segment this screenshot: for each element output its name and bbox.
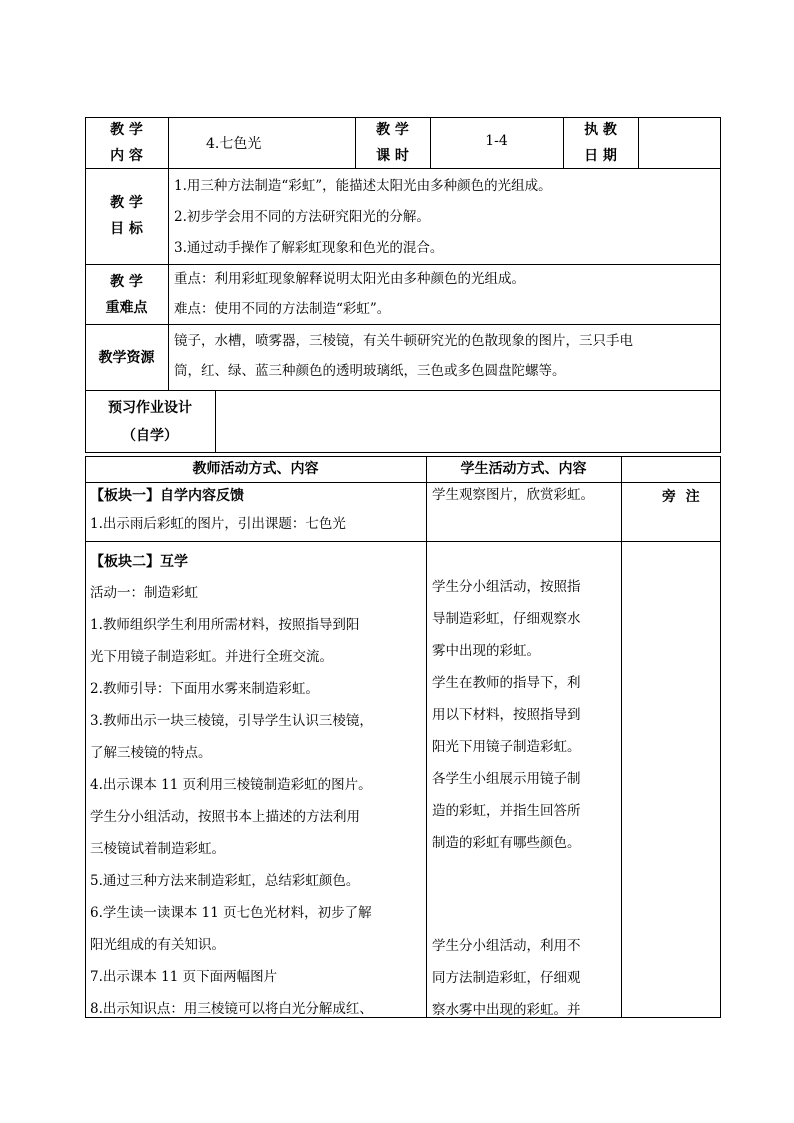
goal-item: 3.通过动手操作了解彩虹现象和色光的混合。: [174, 240, 444, 256]
block1-student: 学生观察图片，欣赏彩虹。: [432, 487, 594, 503]
student-line: 造的彩虹，并指生回答所: [432, 803, 581, 819]
teaching-resources-text: 镜子，水槽，喷雾器，三棱镜，有关牛顿研究光的色散现象的图片，三只手电 筒，红、绿、蓝三种颜色的透明玻璃纸，三色或多色圆盘陀螺等。: [174, 333, 633, 379]
teacher-line: 2.教师引导：下面用水雾来制造彩虹。: [90, 681, 319, 697]
student-line: 学生分小组活动，利用不: [432, 938, 581, 954]
teacher-line: 4.出示课本 11 页利用三棱镜制造彩虹的图片。: [90, 777, 372, 793]
teacher-line: 8.出示知识点：用三棱镜可以将白光分解成红、: [90, 1001, 373, 1017]
key-point-item: 重点：利用彩虹现象解释说明太阳光由多种颜色的光组成。: [174, 271, 525, 287]
column-header-notes: 旁 注: [661, 489, 700, 505]
label-lesson-period: 教 学 课 时: [376, 122, 409, 164]
student-line: 学生分小组活动，按照指: [432, 579, 581, 595]
block2-teacher: [90, 547, 373, 1025]
lesson-period-value: 1-4: [485, 133, 508, 149]
student-line: 制造的彩虹有哪些颜色。: [432, 835, 581, 851]
teacher-line: 了解三棱镜的特点。: [90, 745, 212, 761]
block2-title: 【板块二】互学: [90, 554, 188, 570]
label-key-points: 教 学 重难点: [105, 274, 148, 316]
teacher-line: 7.出示课本 11 页下面两幅图片: [90, 969, 278, 985]
column-header-student: 学生活动方式、内容: [460, 461, 587, 477]
label-preview-homework: 预习作业设计 （自学）: [108, 400, 192, 444]
key-points-list: [174, 264, 525, 324]
student-line: 用以下材料，按照指导到: [432, 707, 581, 723]
column-header-teacher: 教师活动方式、内容: [192, 461, 319, 477]
teacher-line: 1.教师组织学生利用所需材料，按照指导到阳: [90, 617, 360, 633]
student-line: 察水雾中出现的彩虹。并: [432, 1002, 581, 1018]
lesson-content-value: 4.七色光: [206, 136, 262, 152]
block2-student-b: [432, 930, 581, 1026]
label-teaching-resources: 教学资源: [98, 350, 155, 366]
block1-teacher-line: 1.出示雨后彩虹的图片，引出课题：七色光: [90, 516, 346, 532]
student-line: 各学生小组展示用镜子制: [432, 771, 581, 787]
goal-item: 2.初步学会用不同的方法研究阳光的分解。: [174, 209, 430, 225]
label-teaching-date: 执 教 日 期: [584, 122, 617, 164]
block2-student-a: [432, 571, 581, 859]
teacher-line: 6.学生读一读课本 11 页七色光材料，初步了解: [90, 905, 372, 921]
student-line: 同方法制造彩虹，仔细观: [432, 970, 581, 986]
label-teaching-goals: 教 学 目 标: [110, 195, 143, 237]
teaching-goals-list: [174, 171, 552, 264]
label-lesson-content: 教 学 内 容: [110, 122, 143, 164]
key-point-item: 难点：使用不同的方法制造“彩虹”。: [174, 301, 391, 317]
teacher-line: 光下用镜子制造彩虹。并进行全班交流。: [90, 649, 333, 665]
student-line: 雾中出现的彩虹。: [432, 643, 540, 659]
block1-teacher: [90, 483, 346, 539]
teacher-line: 3.教师出示一块三棱镜，引导学生认识三棱镜，: [90, 713, 373, 729]
teacher-line: 活动一：制造彩虹: [90, 585, 198, 601]
teacher-line: 三棱镜试着制造彩虹。: [90, 841, 225, 857]
teacher-line: 5.通过三种方法来制造彩虹，总结彩虹颜色。: [90, 873, 360, 889]
block1-title: 【板块一】自学内容反馈: [90, 488, 244, 504]
student-line: 学生在教师的指导下，利: [432, 675, 581, 691]
student-line: 阳光下用镜子制造彩虹。: [432, 739, 581, 755]
goal-item: 1.用三种方法制造“彩虹”，能描述太阳光由多种颜色的光组成。: [174, 178, 552, 194]
teacher-line: 学生分小组活动，按照书本上描述的方法利用: [90, 809, 360, 825]
teacher-line: 阳光组成的有关知识。: [90, 937, 225, 953]
student-line: 导制造彩虹，仔细观察水: [432, 611, 581, 627]
block2-teacher-lines: [90, 577, 373, 1025]
